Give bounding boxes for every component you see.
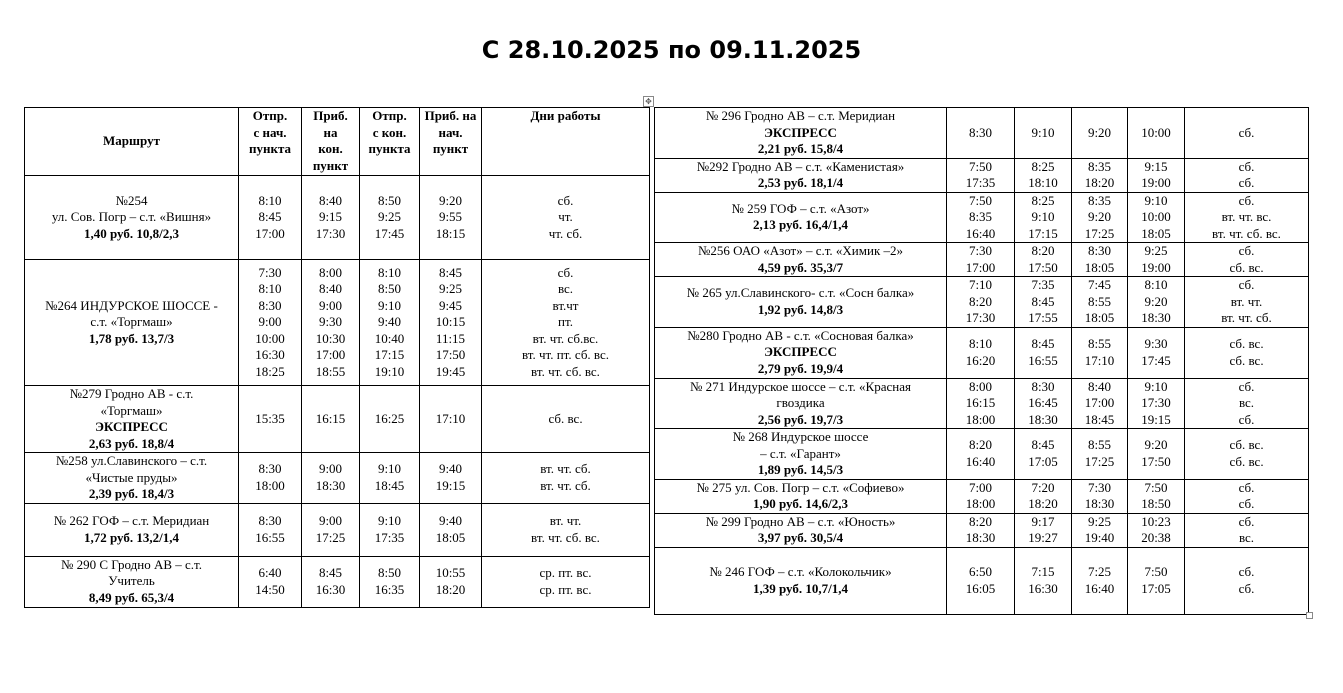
- route-name: № 290 С Гродно АВ – с.т. Учитель: [60, 556, 202, 589]
- table-row: [655, 547, 1309, 614]
- route-name: № 271 Индурское шоссе – с.т. «Красная гвоздика: [690, 378, 911, 410]
- table-row: [25, 260, 650, 386]
- table-move-handle-icon[interactable]: ✥: [643, 96, 654, 107]
- table-row: [655, 192, 1309, 243]
- table-row: [655, 108, 1309, 159]
- days-cell: сб. чт. чт. сб.: [482, 176, 650, 260]
- dep-start-times: 6:50 16:05: [947, 547, 1015, 614]
- table-row: [655, 479, 1309, 513]
- dep-start-times: 7:30 17:00: [947, 243, 1015, 277]
- route-price: 2,56 руб. 19,7/3: [757, 411, 844, 427]
- dep-start-times: 7:30 8:10 8:30 9:00 10:00 16:30 18:25: [239, 260, 302, 386]
- dep-start-times: 8:00 16:15 18:00: [947, 378, 1015, 429]
- dep-end-times: 9:10 17:35: [360, 503, 420, 556]
- route-cell: [655, 429, 947, 480]
- table-row: [25, 556, 650, 607]
- table-row: [655, 243, 1309, 277]
- dep-start-times: 7:50 17:35: [947, 158, 1015, 192]
- dep-start-times: 8:20 16:40: [947, 429, 1015, 480]
- table-row: [655, 327, 1309, 378]
- route-name: №292 Гродно АВ – с.т. «Каменистая»: [696, 158, 905, 174]
- arr-start-times: 9:25 19:00: [1128, 243, 1185, 277]
- dep-end-times: 8:35 18:20: [1072, 158, 1128, 192]
- arr-start-times: 9:10 10:00 18:05: [1128, 192, 1185, 243]
- arr-end-times: 8:45 17:05: [1015, 429, 1072, 480]
- route-name: № 246 ГОФ – с.т. «Колокольчик»: [709, 564, 892, 579]
- dep-end-times: 8:40 17:00 18:45: [1072, 378, 1128, 429]
- arr-start-times: 9:10 17:30 19:15: [1128, 378, 1185, 429]
- dep-start-times: 8:30 18:00: [239, 453, 302, 504]
- route-name: № 268 Индурское шоссе – с.т. «Гарант»: [732, 429, 869, 461]
- dep-start-times: 8:10 16:20: [947, 327, 1015, 378]
- days-cell: сб. вс.: [482, 386, 650, 453]
- table-row: [655, 277, 1309, 328]
- arr-end-times: 7:20 18:20: [1015, 479, 1072, 513]
- route-price: 2,53 руб. 18,1/4: [757, 175, 844, 190]
- dep-start-times: 7:50 8:35 16:40: [947, 192, 1015, 243]
- dep-start-times: 8:20 18:30: [947, 513, 1015, 547]
- dep-end-times: 7:30 18:30: [1072, 479, 1128, 513]
- days-cell: сб. сб.: [1185, 479, 1309, 513]
- dep-start-times: 6:40 14:50: [239, 556, 302, 607]
- route-name: № 259 ГОФ – с.т. «Азот»: [731, 200, 870, 216]
- header-arr-start: Приб. на нач. пункт: [420, 108, 482, 176]
- days-cell: сб.: [1185, 108, 1309, 159]
- route-cell: [25, 556, 239, 607]
- arr-end-times: 9:17 19:27: [1015, 513, 1072, 547]
- dep-start-times: 8:30: [947, 108, 1015, 159]
- page-title: С 28.10.2025 по 09.11.2025: [481, 36, 862, 64]
- dep-start-times: 8:10 8:45 17:00: [239, 176, 302, 260]
- days-cell: ср. пт. вс. ср. пт. вс.: [482, 556, 650, 607]
- route-cell: [655, 277, 947, 328]
- arr-start-times: 9:30 17:45: [1128, 327, 1185, 378]
- express-tag: ЭКСПРЕСС: [764, 344, 837, 360]
- route-price: 2,39 руб. 18,4/3: [88, 486, 175, 501]
- route-price: 1,90 руб. 14,6/2,3: [753, 496, 848, 511]
- dep-start-times: 7:00 18:00: [947, 479, 1015, 513]
- arr-end-times: 8:25 9:10 17:15: [1015, 192, 1072, 243]
- days-cell: сб. вс. сб.: [1185, 378, 1309, 429]
- route-cell: [655, 243, 947, 277]
- left-schedule-table: [24, 107, 650, 608]
- arr-end-times: 8:45 16:30: [302, 556, 360, 607]
- express-tag: ЭКСПРЕСС: [95, 419, 168, 434]
- dep-end-times: 8:50 9:25 17:45: [360, 176, 420, 260]
- dep-start-times: 7:10 8:20 17:30: [947, 277, 1015, 328]
- dep-end-times: 9:20: [1072, 108, 1128, 159]
- route-price: 1,89 руб. 14,5/3: [757, 462, 844, 477]
- route-name: № 299 Гродно АВ – с.т. «Юность»: [705, 513, 896, 529]
- route-price: 4,59 руб. 35,3/7: [757, 259, 844, 275]
- dep-end-times: 16:25: [360, 386, 420, 453]
- route-name: № 275 ул. Сов. Погр – с.т. «Софиево»: [696, 479, 905, 495]
- route-cell: [655, 547, 947, 614]
- route-price: 1,78 руб. 13,7/3: [88, 330, 175, 346]
- arr-end-times: 8:20 17:50: [1015, 243, 1072, 277]
- arr-start-times: 8:45 9:25 9:45 10:15 11:15 17:50 19:45: [420, 260, 482, 386]
- arr-end-times: 8:00 8:40 9:00 9:30 10:30 17:00 18:55: [302, 260, 360, 386]
- table-resize-handle[interactable]: [1306, 612, 1313, 619]
- arr-end-times: 9:00 18:30: [302, 453, 360, 504]
- arr-end-times: 9:00 17:25: [302, 503, 360, 556]
- arr-start-times: 10:23 20:38: [1128, 513, 1185, 547]
- route-name: №280 Гродно АВ - с.т. «Сосновая балка»: [687, 327, 914, 343]
- dep-end-times: 7:25 16:40: [1072, 547, 1128, 614]
- dep-end-times: 9:10 18:45: [360, 453, 420, 504]
- route-price: 2,21 руб. 15,8/4: [757, 141, 844, 156]
- route-name: №256 ОАО «Азот» – с.т. «Химик –2»: [697, 243, 904, 258]
- days-cell: сб. вс. сб. вс.: [1185, 429, 1309, 480]
- days-cell: сб. вт. чт. вт. чт. сб.: [1185, 277, 1309, 328]
- dep-start-times: 8:30 16:55: [239, 503, 302, 556]
- route-cell: [655, 158, 947, 192]
- route-cell: [25, 260, 239, 386]
- table-row: [25, 176, 650, 260]
- table-row: [655, 513, 1309, 547]
- arr-start-times: 17:10: [420, 386, 482, 453]
- table-row: [25, 386, 650, 453]
- days-cell: сб. вс. сб. вс.: [1185, 327, 1309, 378]
- route-cell: [655, 378, 947, 429]
- route-name: № 296 Гродно АВ – с.т. Меридиан: [705, 108, 896, 123]
- route-name: №279 Гродно АВ - с.т. «Торгмаш»: [69, 386, 194, 418]
- arr-start-times: 9:15 19:00: [1128, 158, 1185, 192]
- arr-end-times: 8:40 9:15 17:30: [302, 176, 360, 260]
- header-dep-end: Отпр. с кон. пункта: [360, 108, 420, 176]
- header-dep-start: Отпр. с нач. пункта: [239, 108, 302, 176]
- route-price: 1,39 руб. 10,7/1,4: [753, 580, 848, 596]
- route-name: №254 ул. Сов. Погр – с.т. «Вишня»: [51, 192, 212, 225]
- route-cell: [25, 176, 239, 260]
- route-price: 1,92 руб. 14,8/3: [757, 301, 844, 317]
- header-arr-end: Приб. на кон. пункт: [302, 108, 360, 176]
- route-name: № 265 ул.Славинского- с.т. «Сосн балка»: [686, 285, 915, 301]
- days-cell: сб. сб.: [1185, 158, 1309, 192]
- route-price: 2,13 руб. 16,4/1,4: [753, 217, 848, 233]
- header-route: Маршрут: [25, 108, 239, 176]
- arr-start-times: 10:55 18:20: [420, 556, 482, 607]
- arr-start-times: 8:10 9:20 18:30: [1128, 277, 1185, 328]
- arr-end-times: 7:35 8:45 17:55: [1015, 277, 1072, 328]
- arr-start-times: 9:40 19:15: [420, 453, 482, 504]
- right-schedule-table: [654, 107, 1309, 615]
- route-price: 1,72 руб. 13,2/1,4: [84, 529, 179, 545]
- route-cell: [655, 192, 947, 243]
- dep-end-times: 9:25 19:40: [1072, 513, 1128, 547]
- arr-start-times: 7:50 18:50: [1128, 479, 1185, 513]
- arr-start-times: 7:50 17:05: [1128, 547, 1185, 614]
- route-name: №264 ИНДУРСКОЕ ШОССЕ - с.т. «Торгмаш»: [45, 297, 218, 330]
- table-row: [25, 503, 650, 556]
- dep-end-times: 8:35 9:20 17:25: [1072, 192, 1128, 243]
- arr-end-times: 8:30 16:45 18:30: [1015, 378, 1072, 429]
- arr-end-times: 16:15: [302, 386, 360, 453]
- arr-start-times: 9:40 18:05: [420, 503, 482, 556]
- days-cell: сб. вс.: [1185, 513, 1309, 547]
- days-cell: сб. вс. вт.чт пт. вт. чт. сб.вс. вт. чт. пт. сб. вс. вт. чт. сб. вс.: [482, 260, 650, 386]
- table-row: [25, 453, 650, 504]
- days-cell: сб. сб. вс.: [1185, 243, 1309, 277]
- arr-end-times: 8:25 18:10: [1015, 158, 1072, 192]
- dep-start-times: 15:35: [239, 386, 302, 453]
- table-row: [655, 378, 1309, 429]
- route-price: 1,40 руб. 10,8/2,3: [84, 225, 179, 241]
- arr-start-times: 9:20 9:55 18:15: [420, 176, 482, 260]
- dep-end-times: 8:55 17:10: [1072, 327, 1128, 378]
- dep-end-times: 8:50 16:35: [360, 556, 420, 607]
- route-cell: [655, 327, 947, 378]
- header-days: Дни работы: [482, 108, 650, 176]
- arr-end-times: 7:15 16:30: [1015, 547, 1072, 614]
- days-cell: сб. сб.: [1185, 547, 1309, 614]
- dep-end-times: 7:45 8:55 18:05: [1072, 277, 1128, 328]
- arr-start-times: 9:20 17:50: [1128, 429, 1185, 480]
- days-cell: вт. чт. вт. чт. сб. вс.: [482, 503, 650, 556]
- table-row: [655, 158, 1309, 192]
- arr-end-times: 9:10: [1015, 108, 1072, 159]
- arr-start-times: 10:00: [1128, 108, 1185, 159]
- route-cell: [25, 503, 239, 556]
- table-row: [655, 429, 1309, 480]
- days-cell: сб. вт. чт. вс. вт. чт. сб. вс.: [1185, 192, 1309, 243]
- dep-end-times: 8:10 8:50 9:10 9:40 10:40 17:15 19:10: [360, 260, 420, 386]
- route-name: № 262 ГОФ – с.т. Меридиан: [53, 513, 210, 528]
- route-price: 8,49 руб. 65,3/4: [88, 589, 175, 605]
- route-name: №258 ул.Славинского – с.т. «Чистые пруды»: [55, 453, 208, 485]
- dep-end-times: 8:55 17:25: [1072, 429, 1128, 480]
- dep-end-times: 8:30 18:05: [1072, 243, 1128, 277]
- route-cell: [25, 386, 239, 453]
- express-tag: ЭКСПРЕСС: [764, 124, 837, 140]
- route-cell: [655, 513, 947, 547]
- route-cell: [655, 479, 947, 513]
- arr-end-times: 8:45 16:55: [1015, 327, 1072, 378]
- route-cell: [655, 108, 947, 159]
- route-price: 2,79 руб. 19,9/4: [757, 360, 844, 376]
- route-cell: [25, 453, 239, 504]
- route-price: 2,63 руб. 18,8/4: [88, 435, 175, 451]
- route-price: 3,97 руб. 30,5/4: [757, 530, 844, 545]
- days-cell: вт. чт. сб. вт. чт. сб.: [482, 453, 650, 504]
